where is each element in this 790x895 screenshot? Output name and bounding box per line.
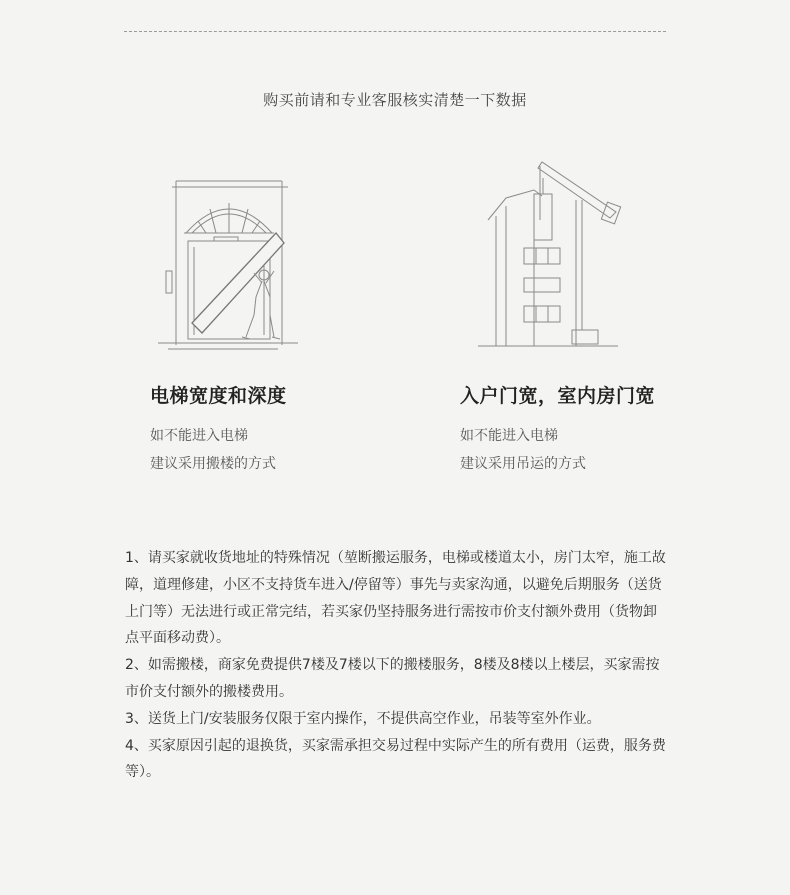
note-item: 4、买家原因引起的退换货，买家需承担交易过程中实际产生的所有费用（运费，服务费等）。 (125, 737, 666, 781)
service-notes (125, 545, 670, 786)
note-item: 2、如需搬楼，商家免费提供7楼及7楼以下的搬楼服务，8楼及8楼以上楼层，买家需按市价支付额外的搬楼费用。 (125, 657, 660, 700)
door-width-card-line-2: 建议采用吊运的方式 (460, 456, 586, 472)
elevator-card-line-2: 建议采用搬楼的方式 (150, 456, 276, 472)
elevator-card-title: 电梯宽度和深度 (150, 385, 287, 407)
building-crane-icon (478, 160, 628, 355)
door-width-card-title: 入户门宽，室内房门宽 (460, 385, 656, 407)
door-width-card (460, 381, 655, 478)
elevator-card (150, 381, 287, 478)
elevator-carrying-icon (158, 175, 308, 355)
top-dashed-divider (124, 31, 666, 32)
page-headline: 购买前请和专业客服核实清楚一下数据 (263, 91, 527, 109)
note-item: 3、送货上门/安装服务仅限于室内操作，不提供高空作业，吊装等室外作业。 (125, 710, 601, 727)
note-item: 1、请买家就收货地址的特殊情况（堃断搬运服务，电梯或楼道太小，房门太窄，施工故障，道理修建，小区不支持货车进入/停留等）事先与卖家沟通，以避免后期服务（送货上门等）无法进行或正常完结，若买家仍坚持服务进行需按市价支付额外费用（货物卸点平面移动费）。 (125, 550, 666, 647)
elevator-card-line-1: 如不能进入电梯 (150, 428, 248, 444)
door-width-card-line-1: 如不能进入电梯 (460, 428, 558, 444)
